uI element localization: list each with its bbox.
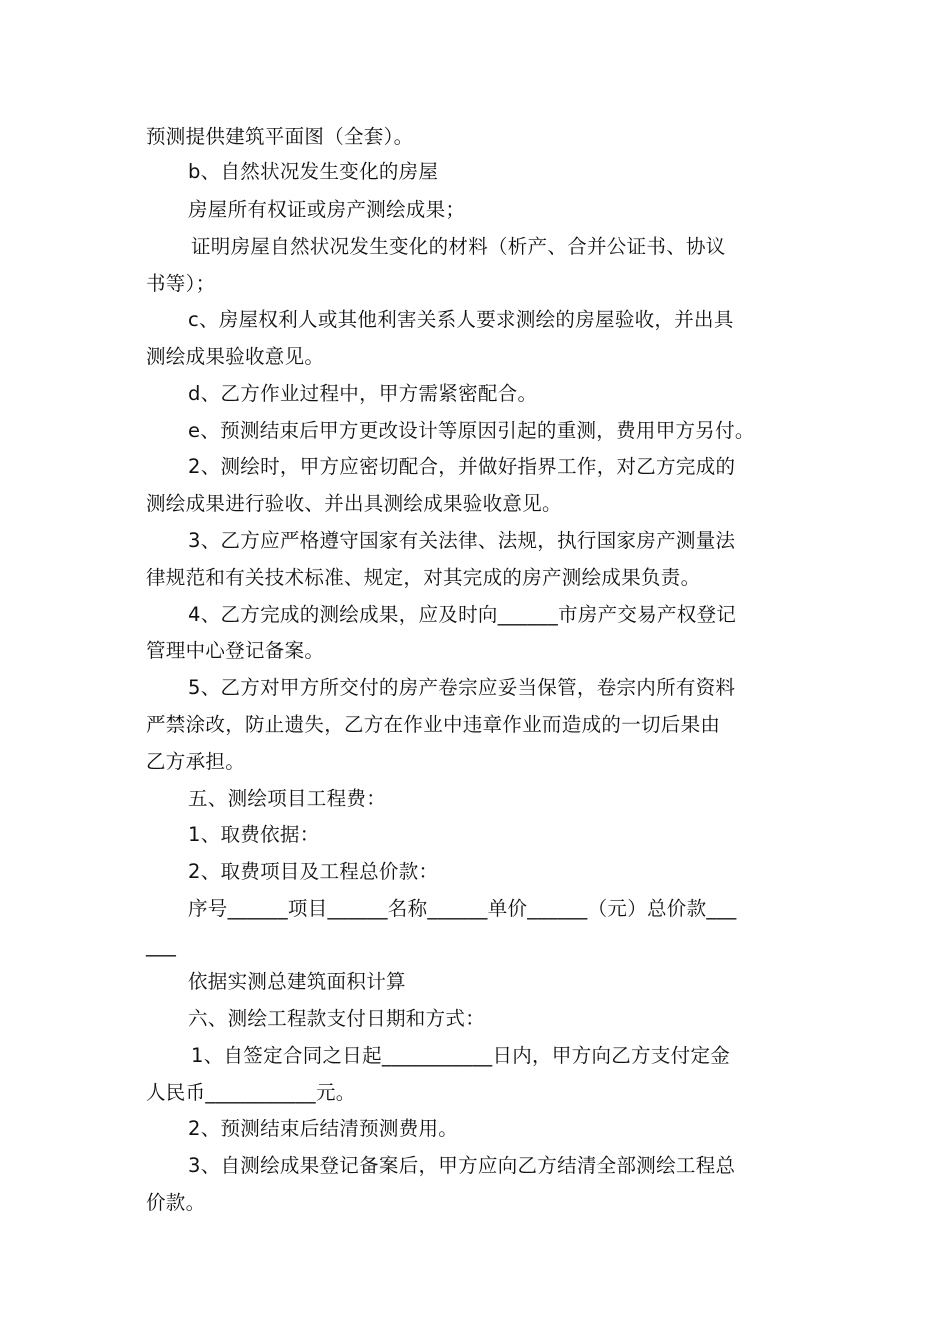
paragraph-line: 2、预测结束后结清预测费用。 — [188, 1117, 459, 1140]
paragraph-line: 5、乙方对甲方所交付的房产卷宗应妥当保管，卷宗内所有资料 — [188, 676, 736, 699]
paragraph-line: d、乙方作业过程中，甲方需紧密配合。 — [188, 382, 538, 405]
paragraph-line: 证明房屋自然状况发生变化的材料（析产、合并公证书、协议 — [191, 235, 726, 258]
paragraph-line: 价款。 — [146, 1191, 206, 1214]
section-heading: 五、测绘项目工程费： — [188, 787, 387, 810]
paragraph-line: 3、乙方应严格遵守国家有关法律、法规，执行国家房产测量法 — [188, 529, 736, 552]
paragraph-line: 3、自测绘成果登记备案后，甲方应向乙方结清全部测绘工程总 — [188, 1154, 736, 1177]
paragraph-line: 测绘成果验收意见。 — [146, 345, 325, 368]
paragraph-line: 房屋所有权证或房产测绘成果； — [188, 198, 466, 221]
paragraph-line: c、房屋权利人或其他利害关系人要求测绘的房屋验收，并出具 — [188, 308, 734, 331]
paragraph-line: 预测提供建筑平面图（全套）。 — [146, 125, 414, 148]
fee-table-line: ___ — [146, 934, 177, 957]
paragraph-line: 依据实测总建筑面积计算 — [188, 970, 406, 993]
paragraph-line: 测绘成果进行验收、并出具测绘成果验收意见。 — [146, 492, 562, 515]
paragraph-line: 1、自签定合同之日起___________日内，甲方向乙方支付定金 — [191, 1044, 731, 1067]
paragraph-line: 2、取费项目及工程总价款： — [188, 860, 439, 883]
paragraph-line: 1、取费依据： — [188, 823, 320, 846]
paragraph-line: 4、乙方完成的测绘成果，应及时向______市房产交易产权登记 — [188, 603, 737, 626]
fee-table-line: 序号______项目______名称______单价______（元）总价款___ — [188, 897, 737, 920]
paragraph-line: b、自然状况发生变化的房屋 — [188, 160, 439, 183]
paragraph-line: 人民币___________元。 — [146, 1081, 356, 1104]
paragraph-line: 管理中心登记备案。 — [146, 639, 325, 662]
paragraph-line: 2、测绘时，甲方应密切配合，并做好指界工作，对乙方完成的 — [188, 455, 736, 478]
paragraph-line: e、预测结束后甲方更改设计等原因引起的重测，费用甲方另付。 — [188, 419, 755, 442]
paragraph-line: 严禁涂改，防止遗失，乙方在作业中违章作业而造成的一切后果由 — [146, 713, 721, 736]
paragraph-line: 书等）； — [146, 272, 216, 295]
paragraph-line: 律规范和有关技术标准、规定，对其完成的房产测绘成果负责。 — [146, 566, 701, 589]
section-heading: 六、测绘工程款支付日期和方式： — [188, 1007, 486, 1030]
paragraph-line: 乙方承担。 — [146, 750, 246, 773]
